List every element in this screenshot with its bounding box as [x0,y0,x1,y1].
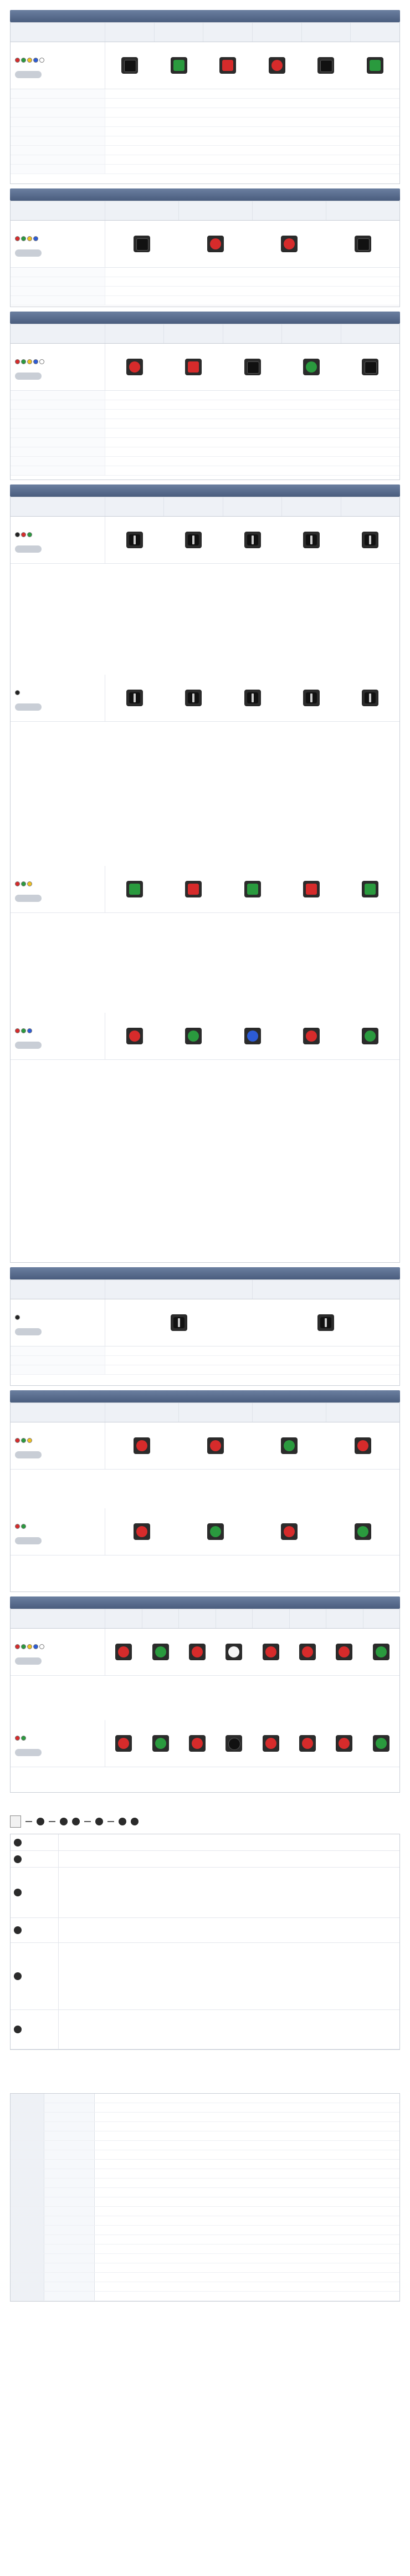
section-block-3 [10,324,400,480]
selector-switch-icon [185,881,202,897]
note-line [10,2312,400,2319]
key-switch-icon [171,1314,187,1331]
mushroom-button-icon [263,1735,279,1752]
number-circle-icon [119,1818,126,1825]
selector-switch-icon [362,1028,378,1044]
ordering-code-table [10,1834,400,2050]
push-button-switch-icon [171,57,187,74]
section-block-7 [10,1609,400,1793]
push-button-switch-icon [134,236,150,252]
push-button-switch-icon [126,359,143,375]
mushroom-button-icon [115,1644,132,1660]
push-button-switch-icon [367,57,383,74]
mushroom-button-icon [299,1735,316,1752]
product-photo-row [11,42,399,89]
note-line [10,2060,400,2068]
push-button-switch-icon [121,57,138,74]
cad-download-pill[interactable] [15,1537,42,1544]
section-header-1 [10,10,400,22]
spec-title [10,2082,400,2093]
cad-download-pill[interactable] [15,545,42,553]
cad-download-pill[interactable] [15,895,42,902]
mushroom-button-icon [299,1644,316,1660]
number-circle-icon [131,1818,139,1825]
color-swatches [15,58,44,63]
mushroom-button-icon [189,1735,206,1752]
section-block-1 [10,22,400,184]
mushroom-button-icon [373,1644,390,1660]
section-block-4 [10,497,400,1263]
selector-switch-icon [362,690,378,706]
push-button-switch-icon [281,236,298,252]
key-switch-icon [317,1314,334,1331]
section-header-2 [10,188,400,201]
section-header-3 [10,312,400,324]
push-button-switch-icon [207,236,224,252]
selector-switch-icon [126,1028,143,1044]
mushroom-button-icon [226,1735,242,1752]
mushroom-button-icon [152,1644,169,1660]
cad-download-pill[interactable] [15,249,42,257]
note-line [10,2303,400,2310]
push-button-switch-icon [134,1523,150,1540]
selector-switch-icon [303,881,320,897]
section-block-2 [10,201,400,307]
selector-switch-icon [185,1028,202,1044]
selector-switch-icon [244,690,261,706]
selector-switch-icon [244,1028,261,1044]
push-button-switch-icon [355,1523,371,1540]
number-circle-icon [72,1818,80,1825]
mushroom-button-icon [336,1735,352,1752]
mushroom-button-icon [152,1735,169,1752]
cad-download-pill[interactable] [15,1451,42,1458]
push-button-switch-icon [207,1523,224,1540]
selector-switch-icon [185,532,202,548]
push-button-switch-icon [219,57,236,74]
selector-switch-icon [303,1028,320,1044]
cad-download-pill[interactable] [15,1042,42,1049]
spec-table [10,2093,400,2302]
mushroom-button-icon [226,1644,242,1660]
push-button-switch-icon [355,236,371,252]
number-circle-icon [37,1818,44,1825]
model-code-table [11,89,399,174]
selector-switch-icon [244,532,261,548]
push-button-switch-icon [134,1437,150,1454]
mushroom-button-icon [373,1735,390,1752]
number-circle-icon [60,1818,68,1825]
column-header-row [11,23,399,42]
cad-download-pill[interactable] [15,1749,42,1756]
mushroom-button-icon [115,1735,132,1752]
mushroom-button-icon [336,1644,352,1660]
cad-download-pill[interactable] [15,71,42,78]
selector-switch-icon [303,532,320,548]
push-button-switch-icon [303,359,320,375]
section-header-6 [10,1390,400,1402]
selector-switch-icon [126,690,143,706]
mushroom-button-icon [263,1644,279,1660]
number-circle-icon [95,1818,103,1825]
ordering-code-bar [10,1813,400,1830]
selector-switch-icon [303,690,320,706]
push-button-switch-icon [362,359,378,375]
section-block-6 [10,1402,400,1592]
note-line [10,2051,400,2059]
cad-download-pill[interactable] [15,373,42,380]
ordering-code-title [10,1798,400,1809]
push-button-switch-icon [355,1437,371,1454]
selector-switch-icon [244,881,261,897]
note-line [10,2069,400,2077]
selector-switch-icon [126,532,143,548]
section-header-4 [10,484,400,497]
mushroom-button-icon [189,1644,206,1660]
cad-download-pill[interactable] [15,1328,42,1335]
selector-switch-icon [126,881,143,897]
section-block-5 [10,1279,400,1386]
push-button-switch-icon [317,57,334,74]
section-header-5 [10,1267,400,1279]
selector-switch-icon [362,532,378,548]
push-button-switch-icon [269,57,285,74]
section-header-7 [10,1596,400,1609]
selector-switch-icon [362,881,378,897]
push-button-switch-icon [244,359,261,375]
push-button-switch-icon [281,1437,298,1454]
push-button-switch-icon [207,1437,224,1454]
cad-download-pill[interactable] [15,1657,42,1665]
spec-cell [11,42,105,89]
selector-switch-icon [185,690,202,706]
push-button-switch-icon [185,359,202,375]
push-button-switch-icon [281,1523,298,1540]
cad-download-pill[interactable] [15,703,42,711]
